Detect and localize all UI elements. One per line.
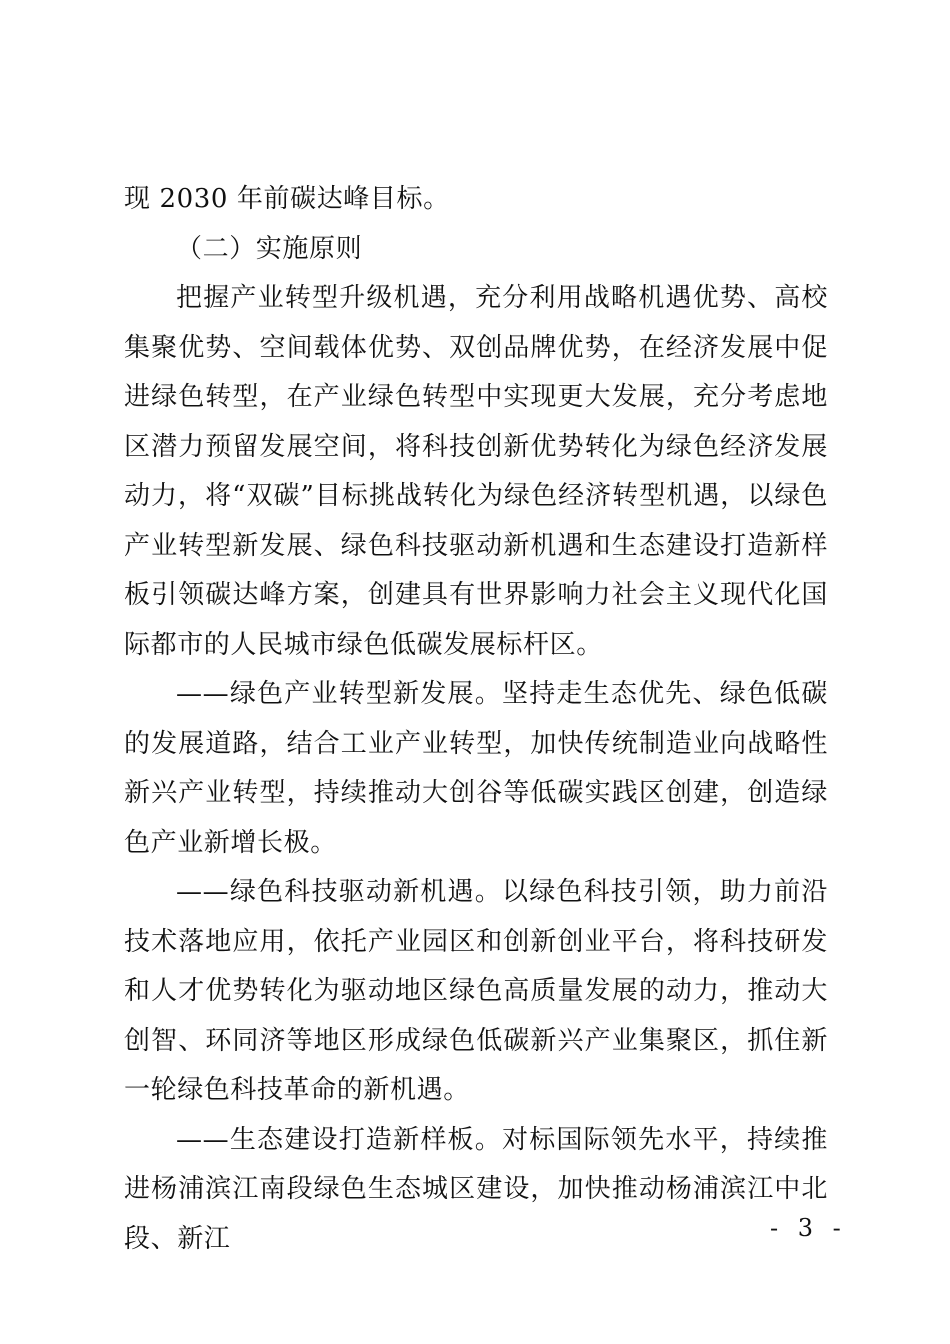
paragraph-ecological-model: ——生态建设打造新样板。对标国际领先水平，持续推进杨浦滨江南段绿色生态城区建设，加快推动杨浦滨江中北段、新江	[124, 1124, 828, 1254]
paragraph-principles: 把握产业转型升级机遇，充分利用战略机遇优势、高校集聚优势、空间载体优势、双创品牌优势，在经济发展中促进绿色转型，在产业绿色转型中实现更大发展，充分考虑地区潜力预留发展空间，将科技创新优势转化为绿色经济发展动力，将“双碳”目标挑战转化为绿色经济转型机遇，以绿色产业转型新发展、绿色科技驱动新机遇和生态建设打造新样板引领碳达峰方案，创建具有世界影响力社会主义现代化国际都市的人民城市绿色低碳发展标杆区。	[124, 283, 828, 660]
document-body	[124, 175, 828, 1264]
paragraph-continuation: 现 2030 年前碳达峰目标。	[124, 184, 450, 214]
page-number: - 3 -	[770, 1214, 847, 1242]
paragraph-green-tech: ——绿色科技驱动新机遇。以绿色科技引领，助力前沿技术落地应用，依托产业园区和创新创业平台，将科技研发和人才优势转化为驱动地区绿色高质量发展的动力，推动大创智、环同济等地区形成绿色低碳新兴产业集聚区，抓住新一轮绿色科技革命的新机遇。	[124, 877, 828, 1105]
paragraph-green-industry: ——绿色产业转型新发展。坚持走生态优先、绿色低碳的发展道路，结合工业产业转型，加快传统制造业向战略性新兴产业转型，持续推动大创谷等低碳实践区创建，创造绿色产业新增长极。	[124, 679, 828, 858]
section-heading: （二）实施原则	[176, 233, 363, 264]
